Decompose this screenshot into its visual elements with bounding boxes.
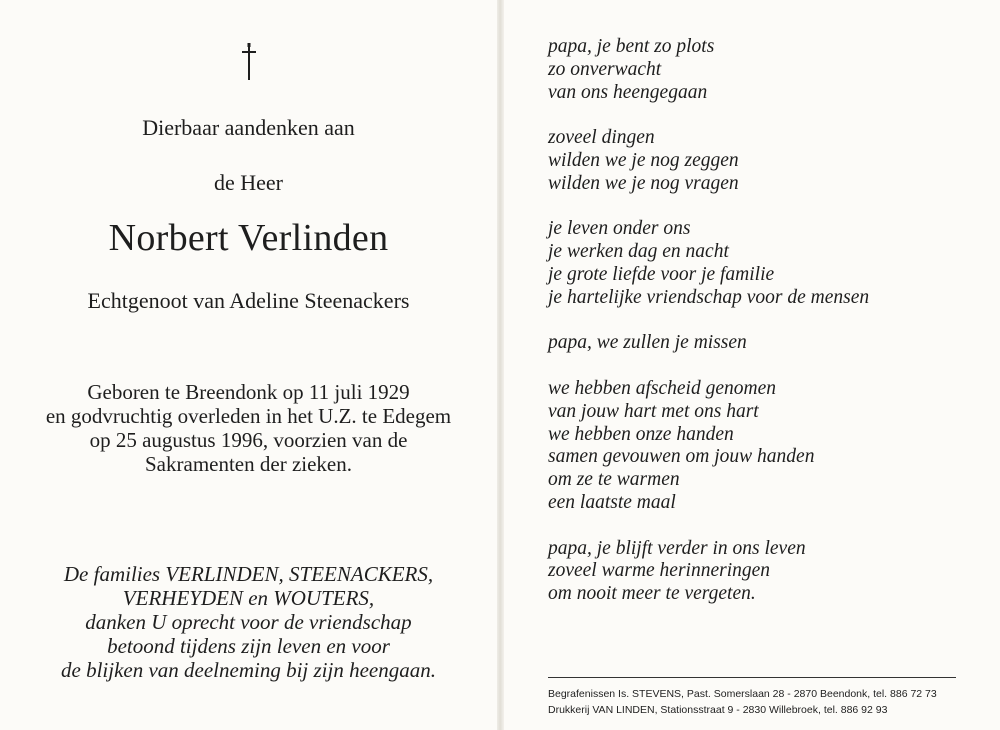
deceased-name: Norbert Verlinden xyxy=(108,217,389,259)
card-fold xyxy=(497,0,504,730)
poem-line: papa, we zullen je missen xyxy=(548,332,747,354)
poem-stanza xyxy=(548,378,869,515)
footer-line: Drukkerij VAN LINDEN, Stationsstraat 9 - 2830 Willebroek, tel. 886 92 93 xyxy=(548,704,888,716)
poem-line: zo onverwacht xyxy=(548,58,662,80)
thanks-line: VERHEYDEN en WOUTERS, xyxy=(122,586,375,610)
bio-line: Sakramenten der zieken. xyxy=(145,452,352,476)
poem-line: van jouw hart met ons hart xyxy=(548,400,759,422)
poem-line: je leven onder ons xyxy=(548,218,691,240)
poem-line: papa, je blijft verder in ons leven xyxy=(548,537,806,559)
cross-icon xyxy=(0,42,497,87)
bio-line: Geboren te Breendonk op 11 juli 1929 xyxy=(87,380,410,404)
family-thanks xyxy=(0,562,497,682)
poem-stanza xyxy=(548,538,869,606)
poem-line: zoveel dingen xyxy=(548,127,655,149)
spouse-line: Echtgenoot van Adeline Steenackers xyxy=(87,288,410,313)
poem-line: je werken dag en nacht xyxy=(548,241,729,263)
poem-line: we hebben onze handen xyxy=(548,423,734,445)
poem-line: we hebben afscheid genomen xyxy=(548,377,776,399)
printer-footer xyxy=(548,686,937,718)
poem-stanza xyxy=(548,36,869,104)
honorific: de Heer xyxy=(213,170,283,195)
thanks-line: betoond tijdens zijn leven en voor xyxy=(107,634,390,658)
poem-line: om ze te warmen xyxy=(548,469,680,491)
poem-line: samen gevouwen om jouw handen xyxy=(548,446,815,468)
poem-line: wilden we je nog zeggen xyxy=(548,149,739,171)
thanks-line: de blijken van deelneming bij zijn heengaan. xyxy=(61,658,436,682)
poem-line: papa, je bent zo plots xyxy=(548,36,715,57)
poem xyxy=(548,36,869,606)
poem-line: je hartelijke vriendschap voor de mensen xyxy=(548,286,870,308)
poem-line: een laatste maal xyxy=(548,491,676,513)
poem-stanza xyxy=(548,332,869,355)
poem-line: om nooit meer te vergeten. xyxy=(548,583,756,605)
footer-divider xyxy=(548,677,956,678)
bio-line: en godvruchtig overleden in het U.Z. te Edegem xyxy=(45,404,452,428)
poem-line: van ons heengegaan xyxy=(548,81,708,103)
footer-line: Begrafenissen Is. STEVENS, Past. Somerslaan 28 - 2870 Beendonk, tel. 886 72 73 xyxy=(548,688,937,700)
poem-line: zoveel warme herinneringen xyxy=(548,560,771,582)
thanks-line: De families VERLINDEN, STEENACKERS, xyxy=(63,562,434,586)
bio-line: op 25 augustus 1996, voorzien van de xyxy=(89,428,408,452)
poem-line: je grote liefde voor je familie xyxy=(548,263,775,285)
poem-stanza xyxy=(548,218,869,309)
biography xyxy=(0,380,497,476)
poem-stanza xyxy=(548,127,869,195)
intro-text: Dierbaar aandenken aan xyxy=(142,115,355,140)
poem-line: wilden we je nog vragen xyxy=(548,172,739,194)
thanks-line: danken U oprecht voor de vriendschap xyxy=(85,610,412,634)
